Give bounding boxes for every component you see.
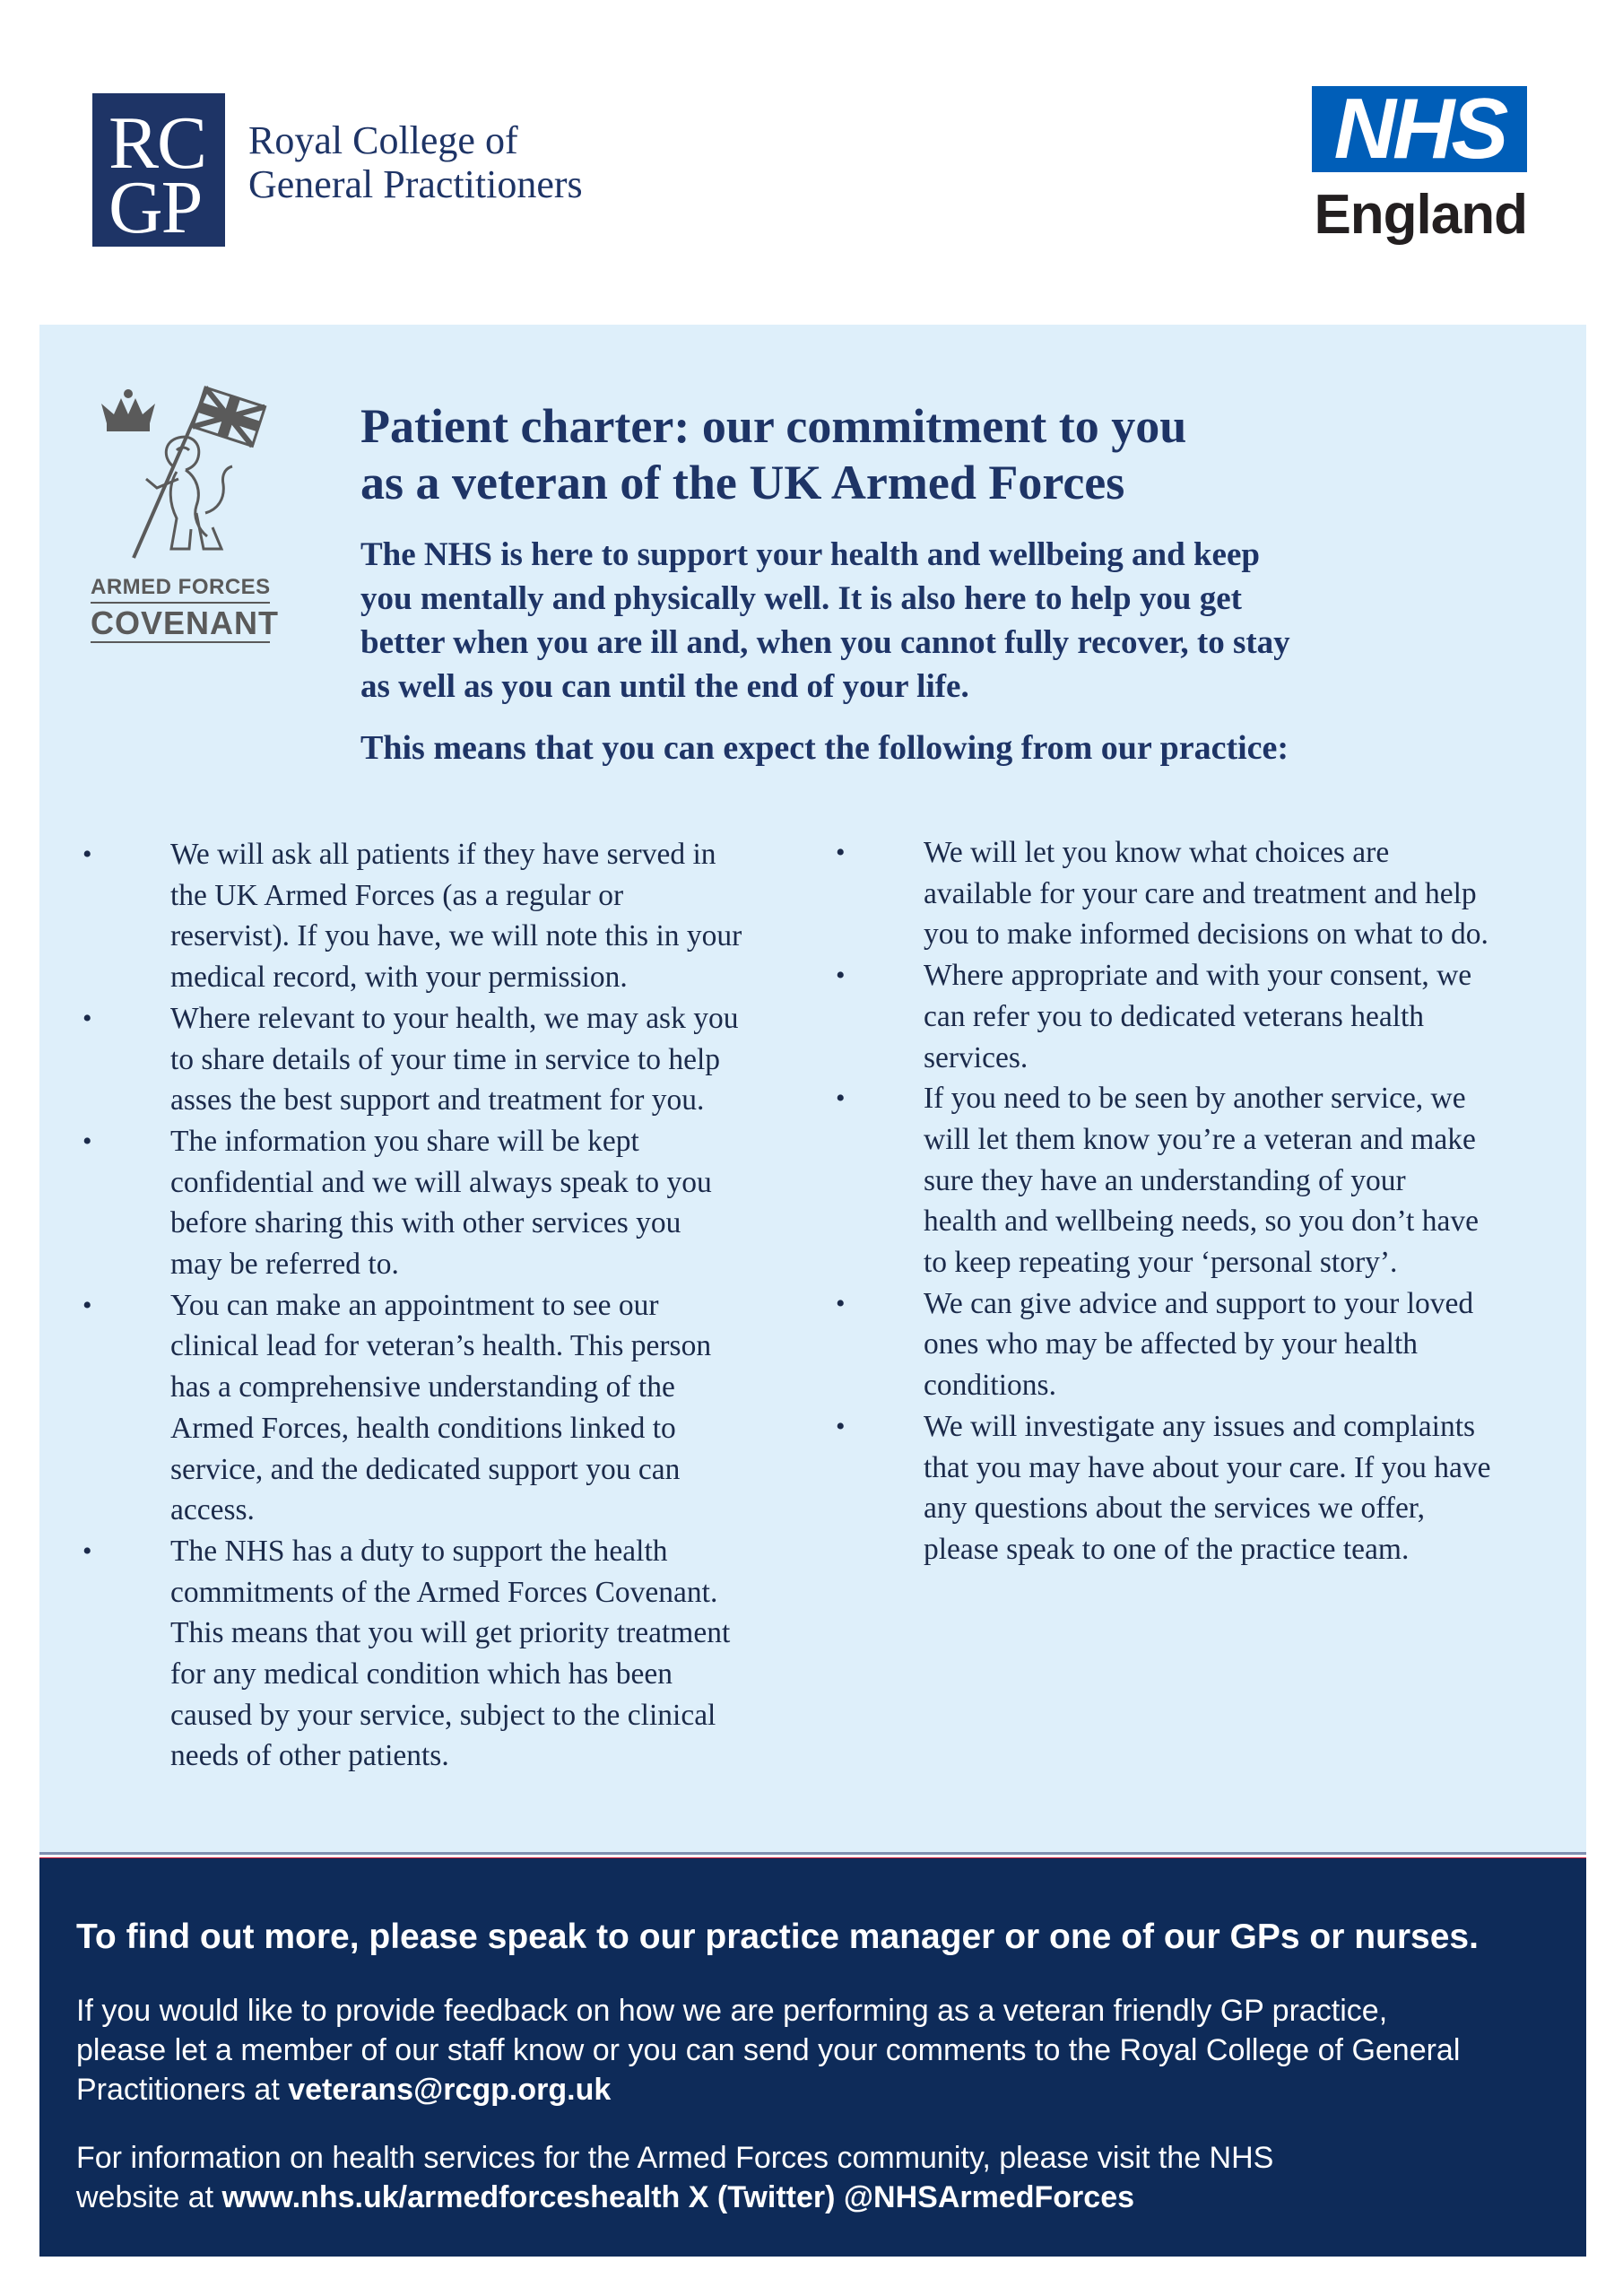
rcgp-mark-line1: RC	[108, 101, 206, 185]
commitment-text-line: • Where appropriate and with your consent, we	[924, 959, 1472, 993]
commitment-bullet	[75, 1285, 811, 1531]
commitment-text-line: can refer you to dedicated veterans health	[924, 999, 1425, 1033]
nhs-region-label: England	[1314, 184, 1527, 246]
info-line: For information on health services for the Armed Forces community, please visit the NHS	[76, 2141, 1274, 2175]
commitment-text-line: available for your care and treatment and help	[924, 876, 1477, 910]
commitment-bullet	[75, 998, 811, 1121]
page-title	[360, 398, 1526, 511]
rcgp-logo	[92, 93, 583, 247]
nhs-website-link[interactable]: www.nhs.uk/armedforceshealth	[221, 2180, 681, 2214]
commitment-text-line: to share details of your time in service to help	[170, 1042, 721, 1076]
armed-forces-covenant-logo	[91, 378, 280, 643]
nhs-logo-mark: NHS	[1312, 86, 1527, 172]
charter-panel	[39, 325, 1586, 1858]
info-line-prefix: website at	[76, 2180, 222, 2214]
commitment-bullet	[829, 1078, 1564, 1283]
commitment-text-line: Armed Forces, health conditions linked to	[170, 1411, 676, 1445]
commitment-bullet	[75, 834, 811, 998]
commitment-text-line: medical record, with your permission.	[170, 961, 628, 995]
commitment-text-line: • You can make an appointment to see our	[170, 1288, 659, 1322]
commitment-text-line: confidential and we will always speak to you	[170, 1165, 712, 1199]
commitment-text-line: • The information you share will be kept	[170, 1124, 639, 1158]
commitment-text-line: caused by your service, subject to the clinical	[170, 1698, 716, 1732]
covenant-line2: COVENANT	[91, 602, 270, 643]
feedback-line: If you would like to provide feedback on how we are performing as a veteran friendly GP practice,	[76, 1994, 1388, 2028]
commitment-text-line: access.	[170, 1493, 255, 1527]
commitment-text-line: health and wellbeing needs, so you don’t have	[924, 1205, 1479, 1239]
commitment-text-line: any questions about the services we offer,	[924, 1492, 1425, 1526]
feedback-line: please let a member of our staff know or you can send your comments to the Royal College of General	[76, 2033, 1461, 2067]
title-line: Patient charter: our commitment to you	[360, 399, 1187, 453]
commitment-text-line: asses the best support and treatment for you.	[170, 1083, 705, 1118]
feedback-line-prefix: Practitioners at	[76, 2073, 289, 2107]
commitment-text-line: service, and the dedicated support you can	[170, 1452, 681, 1486]
commitment-text-line: reservist). If you have, we will note this in your	[170, 919, 742, 953]
info-line	[76, 2178, 1273, 2217]
footer-panel	[39, 1858, 1586, 2257]
commitment-text-line: • Where relevant to your health, we may ask you	[170, 1001, 739, 1035]
commitment-bullet	[829, 832, 1564, 955]
feedback-line	[76, 2070, 1460, 2109]
commitment-text-line: will let them know you’re a veteran and make	[924, 1122, 1476, 1156]
commitment-text-line: the UK Armed Forces (as a regular or	[170, 878, 624, 912]
intro-line: The NHS is here to support your health and wellbeing and keep	[360, 536, 1260, 573]
commitment-text-line: you to make informed decisions on what to do.	[924, 918, 1488, 952]
commitment-text-line: commitments of the Armed Forces Covenant.	[170, 1575, 718, 1609]
commitment-text-line: clinical lead for veteran’s health. This person	[170, 1329, 712, 1363]
covenant-line1: ARMED FORCES	[91, 575, 271, 599]
commitment-text-line: please speak to one of the practice team.	[924, 1532, 1410, 1566]
commitment-text-line: to keep repeating your ‘personal story’.	[924, 1246, 1398, 1280]
feedback-paragraph	[76, 1991, 1460, 2109]
commitment-text-line: • We will let you know what choices are	[924, 836, 1390, 869]
commitment-bullet	[75, 1121, 811, 1285]
nhs-england-logo	[1312, 81, 1527, 247]
commitment-text-line: needs of other patients.	[170, 1739, 449, 1773]
commitment-text-line: may be referred to.	[170, 1248, 399, 1282]
commitment-text-line: • The NHS has a duty to support the health	[170, 1534, 668, 1568]
covenant-lion-flag-icon	[91, 378, 270, 571]
commitment-text-line: • We will ask all patients if they have served in	[170, 838, 716, 871]
twitter-handle[interactable]: X (Twitter) @NHSArmedForces	[680, 2180, 1135, 2214]
rcgp-name-line1: Royal College of	[248, 117, 518, 162]
commitment-text-line: • We can give advice and support to your loved	[924, 1286, 1474, 1320]
intro-line: you mentally and physically well. It is also here to help you get	[360, 580, 1242, 617]
footer-heading: To find out more, please speak to our practice manager or one of our GPs or nurses.	[76, 1918, 1479, 1956]
commitment-text-line: ones who may be affected by your health	[924, 1327, 1419, 1361]
commitment-text-line: that you may have about your care. If you have	[924, 1450, 1491, 1484]
intro-paragraph	[360, 533, 1436, 709]
commitment-text-line: sure they have an understanding of your	[924, 1163, 1406, 1197]
commitment-bullet	[829, 1283, 1564, 1406]
rcgp-mark-line2: GP	[108, 166, 202, 249]
rcgp-name	[248, 118, 583, 206]
commitments-left-column	[75, 834, 811, 1777]
intro-line: better when you are ill and, when you cannot fully recover, to stay	[360, 624, 1290, 661]
commitment-text-line: • If you need to be seen by another service, we	[924, 1082, 1466, 1116]
commitment-bullet	[829, 955, 1564, 1078]
email-link[interactable]: veterans@rcgp.org.uk	[288, 2073, 612, 2107]
commitment-text-line: conditions.	[924, 1369, 1056, 1403]
title-line: as a veteran of the UK Armed Forces	[360, 456, 1125, 509]
commitment-bullet	[75, 1531, 811, 1777]
commitment-text-line: has a comprehensive understanding of the	[170, 1370, 675, 1405]
commitments-right-column	[829, 832, 1564, 1570]
commitment-text-line: services.	[924, 1040, 1028, 1074]
commitment-text-line: for any medical condition which has been	[170, 1657, 673, 1692]
rcgp-logo-mark	[92, 93, 225, 247]
commitment-text-line: • We will investigate any issues and complaints	[924, 1409, 1476, 1443]
commitment-bullet	[829, 1406, 1564, 1570]
expect-heading: This means that you can expect the following from our practice:	[360, 729, 1289, 767]
commitment-text-line: before sharing this with other services you	[170, 1206, 681, 1240]
intro-line: as well as you can until the end of your life.	[360, 668, 969, 705]
rcgp-name-line2: General Practitioners	[248, 161, 583, 206]
info-paragraph	[76, 2138, 1273, 2217]
commitment-text-line: This means that you will get priority treatment	[170, 1616, 731, 1650]
